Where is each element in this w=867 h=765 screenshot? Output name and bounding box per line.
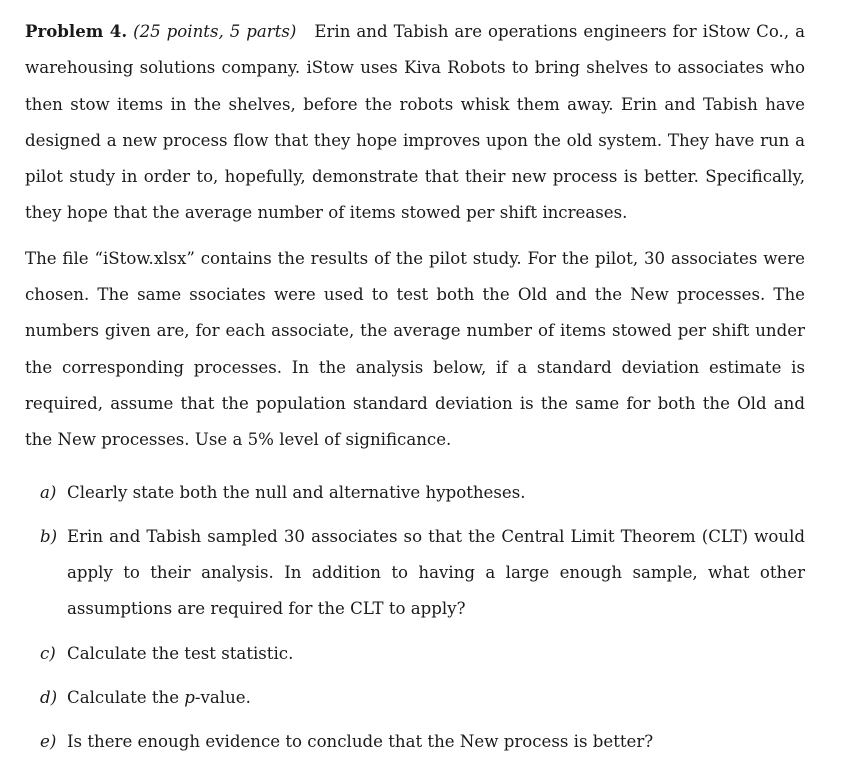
part-d-text-italic: p [184,688,195,708]
problem-intro-text: Erin and Tabish are operations engineers for iStow Co., a warehousing solutions company. iStow uses Kiva Robots to bring shelves to associates who then stow items in the shelves, before the robots whisk them away. Erin and Tabish have designed a new process flow that they hope improves upon the old system. They have run a pilot study in order to, hopefully, demonstrate that their new process is better. Specifically, they hope that the average number of items stowed per shift increases. [25,22,805,223]
part-c-text: Calculate the test statistic. [67,643,294,663]
part-a-letter: a) [40,482,57,502]
problem-context-text: The file “iStow.xlsx” contains the results of the pilot study. For the pilot, 30 associates were chosen. The same ssociates were used to test both the Old and the New processes. The numbers given are, for each associate, the average number of items stowed per shift under the corresponding processes. In the analysis below, if a standard deviation estimate is required, assume that the population standard deviation is the same for both the Old and the New processes. Use a 5% level of significance. [25,248,805,450]
problem-intro-paragraph [25,13,805,232]
part-d-text-before: Calculate the [67,688,185,708]
part-e-text: Is there enough evidence to conclude that the New process is better? [67,732,654,752]
part-b-letter: b) [40,526,58,546]
part-a [40,475,805,511]
parts-list [25,475,805,761]
part-d-letter: d) [40,688,58,708]
part-d-text-after: -value. [194,688,251,708]
part-b [40,519,805,628]
part-e [40,724,805,760]
problem-context-paragraph [25,241,805,459]
part-d [40,680,805,716]
problem-points: (25 points, 5 parts) [133,22,297,41]
part-e-letter: e) [40,732,57,752]
part-b-text: Erin and Tabish sampled 30 associates so that the Central Limit Theorem (CLT) would apply to their analysis. In addition to having a large enough sample, what other assumptions are required for the CLT to apply? [67,526,805,619]
problem-label: Problem 4. [25,21,128,41]
part-a-text: Clearly state both the null and alternative hypotheses. [67,482,526,502]
part-c-letter: c) [40,643,56,663]
part-c [40,636,805,672]
